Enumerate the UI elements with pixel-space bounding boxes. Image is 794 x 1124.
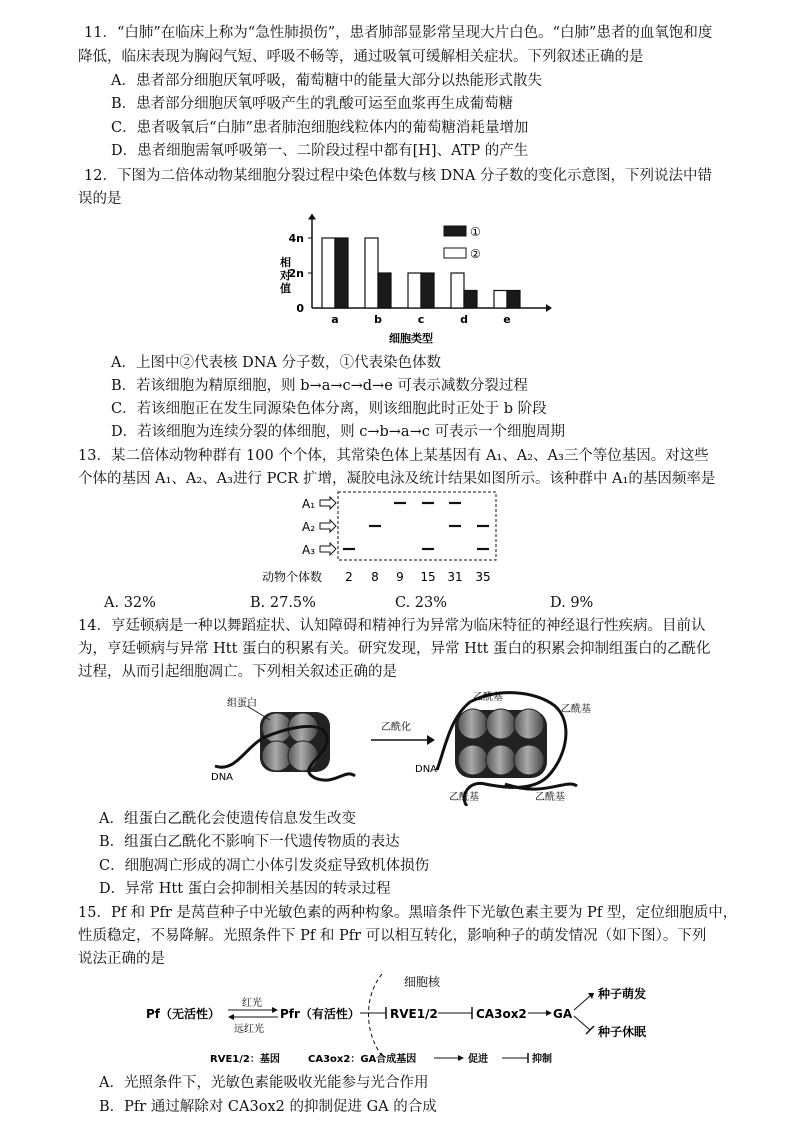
q12-option-a: A．上图中②代表核 DNA 分子数，①代表染色体数 (111, 355, 441, 371)
q15-option-a: A．光照条件下，光敏色素能吸收光能参与光合作用 (99, 1075, 429, 1091)
y-axis-label: 相对值 (280, 256, 291, 295)
germination-label: 种子萌发 (598, 987, 647, 1001)
rve-label: RVE1/2 (390, 1007, 438, 1021)
bar-series1 (378, 273, 391, 308)
q13-stem-line1: 13．某二倍体动物种群有 100 个个体，其常染色体上某基因有 A₁、A₂、A₃三个等位基因。对这些 (78, 448, 709, 464)
legend-swatch-2 (444, 248, 466, 258)
q13-option-b: B. 27.5% (250, 595, 316, 611)
count-value: 2 (345, 570, 353, 584)
far-red-label: 远红光 (234, 1024, 264, 1035)
x-tick-label: d (460, 313, 468, 326)
count-value: 8 (371, 570, 379, 584)
q15-stem-line1: 15．Pf 和 Pfr 是莴苣种子中光敏色素的两种构象。黑暗条件下光敏色素主要为 Pf 型，定位细胞质中， (78, 905, 738, 921)
x-axis-label: 细胞类型 (389, 332, 433, 345)
gel-row-arrow (320, 543, 336, 555)
legend-swatch-1 (444, 226, 466, 236)
q11-stem-line1: 11．“白肺”在临床上称为“急性肺损伤”，患者肺部显影常呈现大片白色。“白肺”患者的血氧饱和度 (84, 25, 713, 41)
legend-inhibit: 抑制 (532, 1054, 552, 1065)
count-value: 9 (396, 570, 404, 584)
x-tick-label: e (503, 313, 511, 326)
legend-rve: RVE1/2：基因 (210, 1054, 280, 1065)
y-tick-label: 0 (296, 302, 304, 315)
legend-promote: 促进 (468, 1054, 488, 1065)
q11-option-d: D．患者细胞需氧呼吸第一、二阶段过程中都有[H]、ATP 的产生 (111, 143, 529, 159)
red-light-label: 红光 (242, 998, 262, 1009)
acetylation-arrow-label: 乙酰化 (381, 722, 411, 733)
gel-row-label: A₁ (302, 497, 316, 511)
acetyl-label-3: 乙酰基 (449, 792, 479, 803)
legend-ca: CA3ox2：GA合成基因 (308, 1054, 417, 1065)
q14-option-b: B．组蛋白乙酰化不影响下一代遗传物质的表达 (99, 834, 400, 850)
ga-label: GA (553, 1007, 573, 1021)
q13-stem-line2: 个体的基因 A₁、A₂、A₃进行 PCR 扩增，凝胶电泳及统计结果如图所示。该种群中 A₁的基因频率是 (78, 471, 716, 487)
gel-row-arrow (320, 497, 336, 509)
q11-option-c: C．患者吸氧后“白肺”患者肺泡细胞线粒体内的葡萄糖消耗量增加 (111, 120, 529, 136)
q14-option-d: D．异常 Htt 蛋白会抑制相关基因的转录过程 (99, 881, 391, 897)
q15-option-b: B．Pfr 通过解除对 CA3ox2 的抑制促进 GA 的合成 (99, 1099, 437, 1115)
histone-figure (205, 688, 615, 806)
bar-series2 (494, 291, 507, 309)
legend-label-1: ① (470, 225, 481, 239)
q14-stem-line2: 为，亨廷顿病与异常 Htt 蛋白的积累有关。研究发现，异常 Htt 蛋白的积累会抑制组蛋白的乙酰化 (78, 641, 711, 657)
q11-option-a: A．患者部分细胞厌氧呼吸，葡萄糖中的能量大部分以热能形式散失 (111, 73, 542, 89)
acetyl-label-4: 乙酰基 (535, 792, 565, 803)
x-tick-label: a (331, 313, 339, 326)
bar-series1 (335, 238, 348, 308)
count-value: 31 (447, 570, 463, 584)
pf-label: Pf（无活性） (146, 1007, 221, 1021)
q12-stem-line1: 12．下图为二倍体动物某细胞分裂过程中染色体数与核 DNA 分子数的变化示意图，下列说法中错 (84, 168, 712, 184)
q13-option-c: C. 23% (395, 595, 448, 611)
q12-option-c: C．若该细胞正在发生同源染色体分离，则该细胞此时正处于 b 阶段 (111, 401, 547, 417)
legend-label-2: ② (470, 247, 481, 261)
q14-stem-line3: 过程，从而引起细胞凋亡。下列相关叙述正确的是 (78, 664, 397, 680)
q14-option-c: C．细胞凋亡形成的凋亡小体引发炎症导致机体损伤 (99, 858, 430, 874)
ca3ox2-label: CA3ox2 (476, 1007, 527, 1021)
q12-option-b: B．若该细胞为精原细胞，则 b→a→c→d→e 可表示减数分裂过程 (111, 378, 528, 394)
y-tick-label: 4n (288, 232, 304, 245)
gel-figure (258, 490, 508, 588)
pathway-figure (142, 966, 682, 1070)
nucleosome-right (437, 693, 577, 806)
bar-series2 (408, 273, 421, 308)
q11-stem-line2: 降低，临床表现为胸闷气短、呼吸不畅等，通过吸氧可缓解相关症状。下列叙述正确的是 (78, 49, 644, 65)
y-tick-label: 2n (288, 267, 304, 280)
histone-label: 组蛋白 (227, 698, 257, 709)
acetyl-label-2: 乙酰基 (561, 704, 591, 715)
dna-label-right: DNA (415, 764, 438, 775)
q15-stem-line3: 说法正确的是 (78, 951, 165, 967)
q13-option-d: D. 9% (550, 595, 594, 611)
nucleus-boundary (369, 974, 383, 1056)
bar-series2 (451, 273, 464, 308)
q15-stem-line2: 性质稳定，不易降解。光照条件下 Pf 和 Pfr 可以相互转化，影响种子的萌发情况（如下图）。下列 (78, 928, 707, 944)
q13-option-a: A. 32% (104, 595, 156, 611)
count-value: 15 (420, 570, 436, 584)
x-axis-arrow (546, 304, 552, 312)
q11-option-b: B．患者部分细胞厌氧呼吸产生的乳酸可运至血浆再生成葡萄糖 (111, 96, 514, 112)
nucleus-label: 细胞核 (404, 975, 441, 989)
gel-row-label: A₃ (302, 543, 316, 557)
pfr-label: Pfr（有活性） (280, 1007, 360, 1021)
dna-label-left: DNA (211, 772, 234, 783)
acetyl-label-1: 乙酰基 (473, 692, 503, 703)
count-value: 35 (475, 570, 491, 584)
gel-row-label: A₂ (302, 520, 316, 534)
gel-box (338, 492, 496, 560)
bar-series2 (365, 238, 378, 308)
bar-series1 (421, 273, 434, 308)
q12-option-d: D．若该细胞为连续分裂的体细胞，则 c→b→a→c 可表示一个细胞周期 (111, 424, 565, 440)
nucleosome-left (215, 712, 355, 780)
bar-series1 (464, 291, 477, 309)
x-tick-label: c (417, 313, 425, 326)
bar-series2 (322, 238, 335, 308)
q14-option-a: A．组蛋白乙酰化会使遗传信息发生改变 (99, 811, 356, 827)
y-axis-arrow (308, 214, 316, 220)
count-axis-label: 动物个体数 (262, 570, 323, 584)
q12-stem-line2: 误的是 (78, 191, 122, 207)
dormancy-label: 种子休眠 (598, 1025, 647, 1039)
q14-stem-line1: 14．亨廷顿病是一种以舞蹈症状、认知障碍和精神行为异常为临床特征的神经退行性疾病。目前认 (78, 618, 706, 634)
bar-chart (262, 212, 552, 352)
gel-row-arrow (320, 520, 336, 532)
x-tick-label: b (374, 313, 382, 326)
bar-series1 (507, 291, 520, 309)
